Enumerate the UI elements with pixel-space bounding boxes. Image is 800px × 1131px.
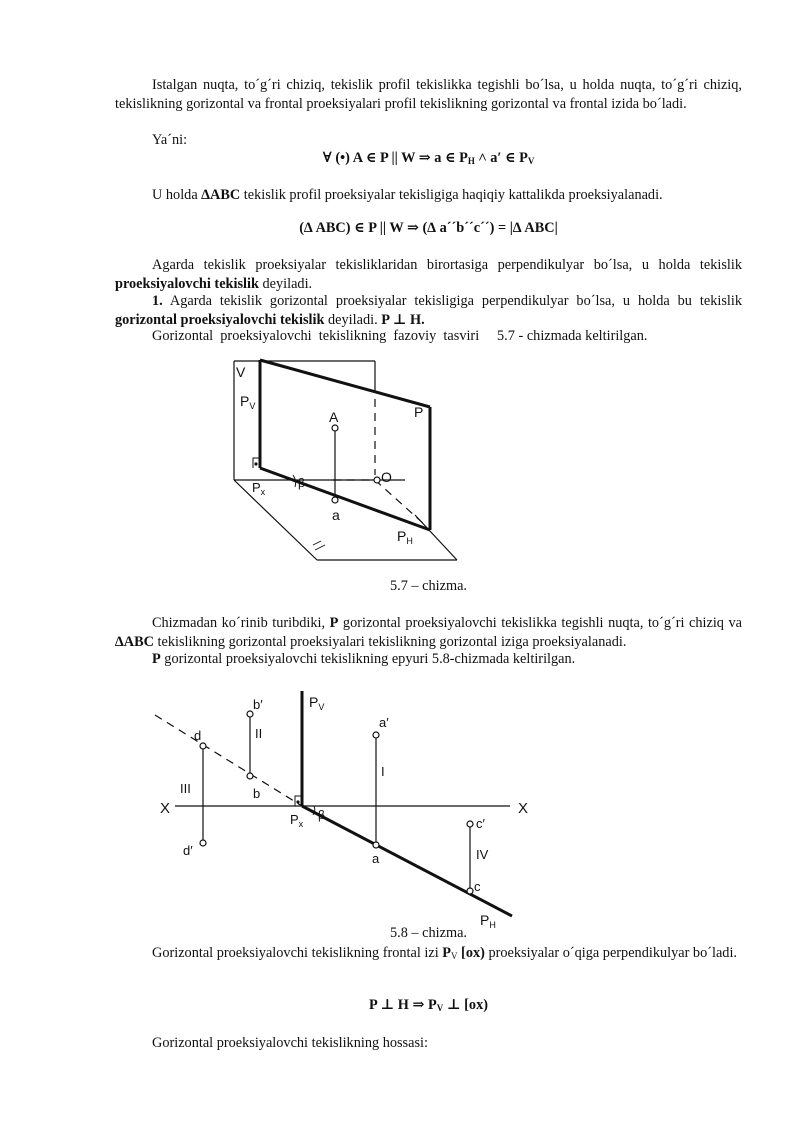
text-yani: Ya´ni: (152, 132, 188, 148)
label-Px: $P_x$ (290, 812, 304, 829)
point-b (247, 773, 253, 779)
caption-5-7: 5.7 – chizma. (389, 578, 468, 594)
label-V: V (236, 364, 246, 380)
paragraph-horizontal-projecting-def: 1. Agarda tekislik gorizontal proeksiyalar tekisligiga perpendikulyar bo´lsa, u holda bu tekislik gorizontal proeksiyalovchi tekislik deyiladi. P ⊥ H. (115, 293, 742, 328)
label-c-prime: c′ (476, 816, 485, 831)
label-P: P (414, 404, 424, 420)
label-A: A (329, 409, 339, 425)
point-d (200, 743, 206, 749)
label-b-prime: b′ (253, 697, 263, 712)
formula-pv-perp-ox: P ⊥ H ⇒ $P_V$ ⊥ [ox) (368, 997, 488, 1013)
formula-point-in-profile: ∀ (•) A ∈ P || W ⇒ a ∈ $P_H$ ˄ a′ ∈ $P_V$ (322, 150, 535, 166)
label-PH: $P_H$ (397, 528, 413, 546)
label-IV: IV (476, 847, 489, 862)
point-c-prime (467, 821, 473, 827)
paragraph-fig58-reference: P gorizontal proeksiyalovchi tekislikning epyuri 5.8-chizmada keltirilgan. (152, 651, 576, 667)
caption-5-8: 5.8 – chizma. (389, 925, 468, 941)
paragraph-fig57-reference: Gorizontal proeksiyalovchi tekislikning fazoviy tasviri 5.7 - chizmada keltirilgan. (152, 328, 648, 344)
label-c: c (474, 879, 481, 894)
label-X-left: X (160, 800, 171, 817)
paragraph-profile-plane: Istalgan nuqta, to´g´ri chiziq, tekislik profil tekislikka tegishli bo´lsa, u holda nuqta, to´g´ri chiziq, tekislikning gorizontal va frontal proeksiyalari profil tekislikning gorizontal va frontal izida bo´ladi. (115, 77, 742, 112)
figure-5-7-spatial-view (225, 355, 470, 570)
label-PH: $P_H$ (480, 912, 496, 930)
label-III: III (180, 781, 191, 796)
label-X-right: X (518, 800, 529, 817)
label-O: O (381, 469, 392, 485)
label-beta: β (318, 808, 325, 822)
label-a: a (332, 507, 340, 523)
label-d-prime: d′ (183, 843, 193, 858)
v-plane-frame (234, 361, 375, 480)
label-II: II (255, 726, 263, 741)
label-Pv: $P_V$ (240, 393, 256, 411)
paragraph-abc-true-size: U holda ∆ABC tekislik profil proeksiyalar tekisligiga haqiqiy kattalikda proeksiyalanadi. (152, 187, 663, 203)
point-A (332, 425, 338, 431)
paragraph-fig57-explanation: Chizmadan ko´rinib turibdiki, P gorizontal proeksiyalovchi tekislikka tegishli nuqta, to´g´ri chiziq va ∆ABC tekislikning gorizontal proeksiyalari tekislikning gorizontal iziga proeksiyalanadi. (115, 615, 742, 650)
point-a (373, 842, 379, 848)
paragraph-projecting-plane-def: Agarda tekislik proeksiyalar tekisliklaridan birortasiga perpendikulyar bo´lsa, u holda tekislik proeksiyalovchi tekislik deyiladi. (115, 257, 742, 292)
label-beta: β (298, 476, 305, 490)
paragraph-frontal-trace: Gorizontal proeksiyalovchi tekislikning frontal izi $P_V$ [ox) proeksiyalar o´qiga perpendikulyar bo´ladi. (152, 945, 737, 961)
formula-abc-profile: (∆ ABC) ∈ P || W ⇒ (∆ a´´b´´c´´) = |∆ ABC| (299, 220, 558, 236)
paragraph-property-heading: Gorizontal proeksiyalovchi tekislikning hossasi: (152, 1035, 428, 1051)
label-Px: $P_x$ (252, 480, 266, 497)
label-b: b (253, 786, 261, 801)
point-O (374, 477, 380, 483)
point-a (332, 497, 338, 503)
p-plane (260, 360, 430, 530)
label-I: I (381, 764, 385, 779)
label-a-prime: a′ (379, 715, 389, 730)
point-d-prime (200, 840, 206, 846)
h-plane-frame (234, 480, 457, 560)
point-c (467, 888, 473, 894)
label-Pv: $P_V$ (309, 694, 325, 712)
label-d: d (194, 728, 202, 743)
point-a-prime (373, 732, 379, 738)
figure-5-8-epure (150, 685, 550, 930)
label-a: a (372, 851, 380, 866)
